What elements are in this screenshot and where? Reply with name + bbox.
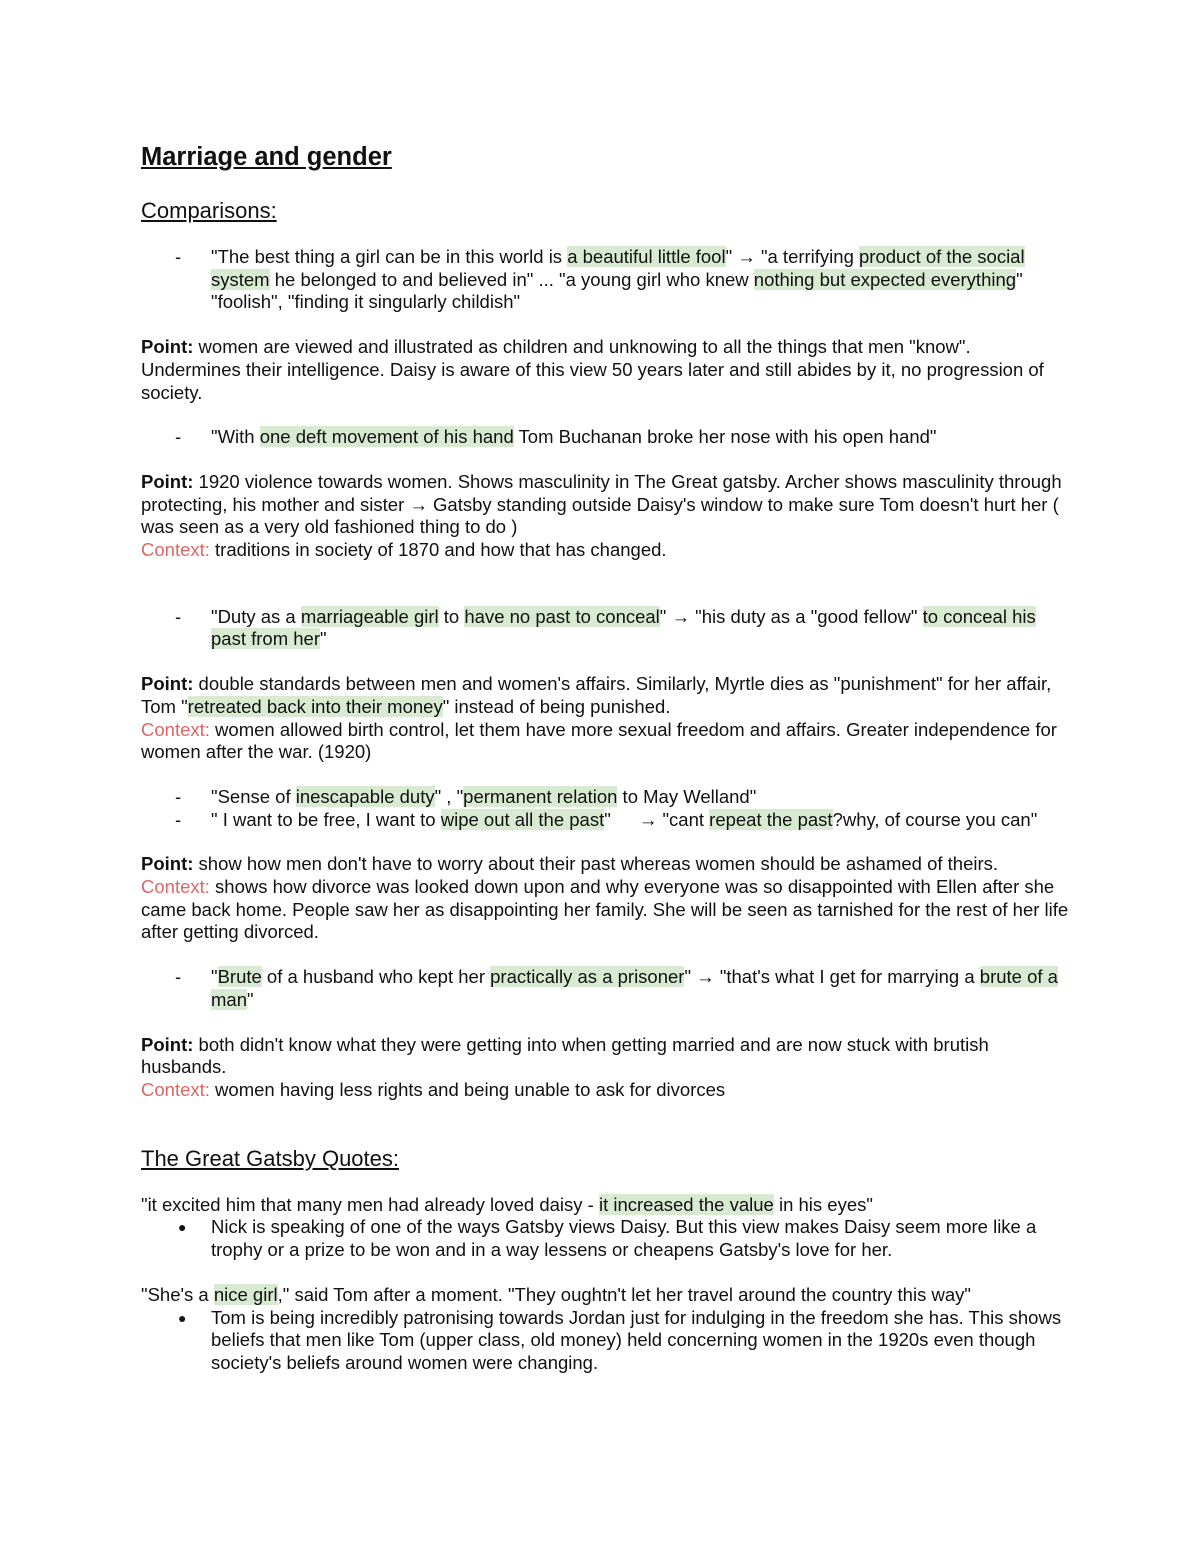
comparisons-heading: Comparisons: xyxy=(141,198,277,223)
context-text: women allowed birth control, let them have more sexual freedom and affairs. Greater independence for women after the war. (1920) xyxy=(141,718,1057,763)
quote-text: → "cant xyxy=(638,808,710,830)
note-text: Tom is being incredibly patronising towards Jordan just for indulging in the freedom she has. This shows beliefs that men like Tom (upper class, old money) held concerning women in the 1920s even though society's beliefs around women were changing. xyxy=(211,1306,1062,1373)
highlighted-quote: nice girl xyxy=(213,1283,278,1305)
note-list xyxy=(141,1307,1071,1375)
point-paragraph xyxy=(141,336,1071,404)
highlighted-quote: repeat the past xyxy=(709,808,833,830)
point-text: 1920 violence towards women. Shows masculinity in The Great gatsby. Archer shows masculinity through protecting, his mother and sister → Gatsby standing outside Daisy's window to make sure Tom doesn't hurt her ( was seen as a very old fashioned thing to do ) xyxy=(141,470,1062,538)
quote-text: he belonged to and believed in" ... "a young girl who knew xyxy=(269,268,754,290)
point-text: " instead of being punished. xyxy=(442,695,671,717)
point-label: Point: xyxy=(141,1033,194,1055)
highlighted-quote: practically as a prisoner xyxy=(490,966,685,988)
highlighted-quote: retreated back into their money xyxy=(187,695,443,717)
dash-marker: - xyxy=(175,785,182,807)
point-label: Point: xyxy=(141,470,194,492)
context-paragraph xyxy=(141,1079,1071,1102)
highlighted-quote: nothing but expected everything xyxy=(753,268,1017,290)
quote-text: "The best thing a girl can be in this world is xyxy=(211,246,568,267)
quote-text: "With xyxy=(211,426,260,448)
highlighted-quote: to conceal his past from her xyxy=(211,605,1036,650)
point-text: double standards between men and women's affairs. Similarly, Myrtle dies as "punishment" for her affair, Tom " xyxy=(141,673,1052,717)
point-paragraph xyxy=(141,853,1071,876)
quote-text: " → "his duty as a "good fellow" xyxy=(659,605,923,627)
quote-item xyxy=(141,786,1071,809)
quote-text: Tom Buchanan broke her nose with his open hand" xyxy=(513,426,937,448)
dash-marker: - xyxy=(175,966,182,988)
quote-text: " I want to be free, I want to xyxy=(211,808,441,830)
highlighted-quote: brute of a man xyxy=(211,966,1058,1010)
quote-text: "She's a xyxy=(141,1283,214,1305)
dash-marker: - xyxy=(175,426,182,448)
note-list xyxy=(141,1216,1071,1261)
context-label: Context: xyxy=(141,876,210,898)
highlighted-quote: a beautiful little fool xyxy=(567,246,726,267)
point-label: Point: xyxy=(141,336,194,358)
gatsby-quotes-heading: The Great Gatsby Quotes: xyxy=(141,1145,400,1171)
dash-marker: - xyxy=(175,605,182,627)
quote-text: ," said Tom after a moment. "They oughtn't let her travel around the country this way" xyxy=(277,1283,971,1305)
highlighted-quote: one deft movement of his hand xyxy=(259,426,514,448)
quote-list xyxy=(141,426,1071,449)
dash-marker: - xyxy=(175,246,182,267)
quote-text: " xyxy=(604,808,611,830)
quote-list xyxy=(141,786,1071,831)
dash-marker: - xyxy=(175,808,182,830)
page-title: Marriage and gender xyxy=(141,143,392,171)
context-text: traditions in society of 1870 and how that has changed. xyxy=(215,539,667,561)
quote-list xyxy=(141,246,1071,314)
point-label: Point: xyxy=(141,673,194,695)
quote-text: ?why, of course you can" xyxy=(832,808,1038,830)
highlighted-quote: it increased the value xyxy=(598,1193,774,1215)
point-text: women are viewed and illustrated as children and unknowing to all the things that men "know". Undermines their intelligence. Daisy is aware of this view 50 years later and still abides by it, no progression of society. xyxy=(141,336,1044,403)
point-text: show how men don't have to worry about their past whereas women should be ashamed of theirs. xyxy=(198,853,999,875)
context-label: Context: xyxy=(141,1078,210,1100)
quote-text: " , " xyxy=(434,785,464,807)
quote-text: " → "a terrifying xyxy=(725,246,860,267)
highlighted-quote: have no past to conceal xyxy=(464,605,660,627)
document-page xyxy=(141,140,1071,1375)
context-paragraph xyxy=(141,719,1071,764)
quote-item xyxy=(141,809,1071,832)
note-item xyxy=(141,1307,1071,1375)
highlighted-quote: wipe out all the past xyxy=(440,808,605,830)
quote-text: in his eyes" xyxy=(773,1193,873,1215)
quote-text: to May Welland" xyxy=(617,785,757,807)
quote-item xyxy=(141,246,1071,314)
quote-text: " xyxy=(320,628,327,650)
bullet-marker: ● xyxy=(178,1219,187,1236)
highlighted-quote: marriageable girl xyxy=(300,605,439,627)
quote-text: "Duty as a xyxy=(211,605,301,627)
note-text: Nick is speaking of one of the ways Gatsby views Daisy. But this view makes Daisy seem more like a trophy or a prize to be won and in a way lessens or cheapens Gatsby's love for her. xyxy=(211,1216,1037,1261)
quote-text: "it excited him that many men had already loved daisy - xyxy=(141,1193,599,1215)
gatsby-quote xyxy=(141,1194,1071,1217)
point-text: both didn't know what they were getting into when getting married and are now stuck with brutish husbands. xyxy=(141,1033,989,1078)
quote-item xyxy=(141,426,1071,449)
quote-list xyxy=(141,966,1071,1011)
context-label: Context: xyxy=(141,718,210,740)
quote-text: "Sense of xyxy=(211,785,296,807)
context-text: women having less rights and being unable to ask for divorces xyxy=(215,1078,726,1100)
point-paragraph xyxy=(141,673,1071,718)
quote-text: " xyxy=(211,966,218,988)
quote-text: of a husband who kept her xyxy=(261,966,491,988)
highlighted-quote: Brute xyxy=(217,966,262,988)
context-text: shows how divorce was looked down upon and why everyone was so disappointed with Ellen after she came back home. People saw her as disappointing her family. She will be seen as tarnished for the rest of her life after getting divorced. xyxy=(141,876,1069,943)
quote-item xyxy=(141,966,1071,1011)
bullet-marker: ● xyxy=(178,1309,187,1326)
point-paragraph xyxy=(141,471,1071,539)
context-paragraph xyxy=(141,539,1071,562)
point-paragraph xyxy=(141,1034,1071,1079)
quote-text: " "foolish", "finding it singularly childish" xyxy=(211,268,1023,313)
highlighted-quote: permanent relation xyxy=(463,785,618,807)
note-item xyxy=(141,1216,1071,1261)
point-label: Point: xyxy=(141,853,194,875)
highlighted-quote: inescapable duty xyxy=(295,785,435,807)
quote-text: " → "that's what I get for marrying a xyxy=(684,966,980,988)
highlighted-quote: product of the social system xyxy=(211,246,1025,290)
context-label: Context: xyxy=(141,539,210,561)
context-paragraph xyxy=(141,876,1071,944)
quote-text: " xyxy=(247,988,254,1010)
quote-item xyxy=(141,606,1071,651)
quote-text: to xyxy=(438,605,465,627)
gatsby-quote xyxy=(141,1284,1071,1307)
quote-list xyxy=(141,606,1071,651)
